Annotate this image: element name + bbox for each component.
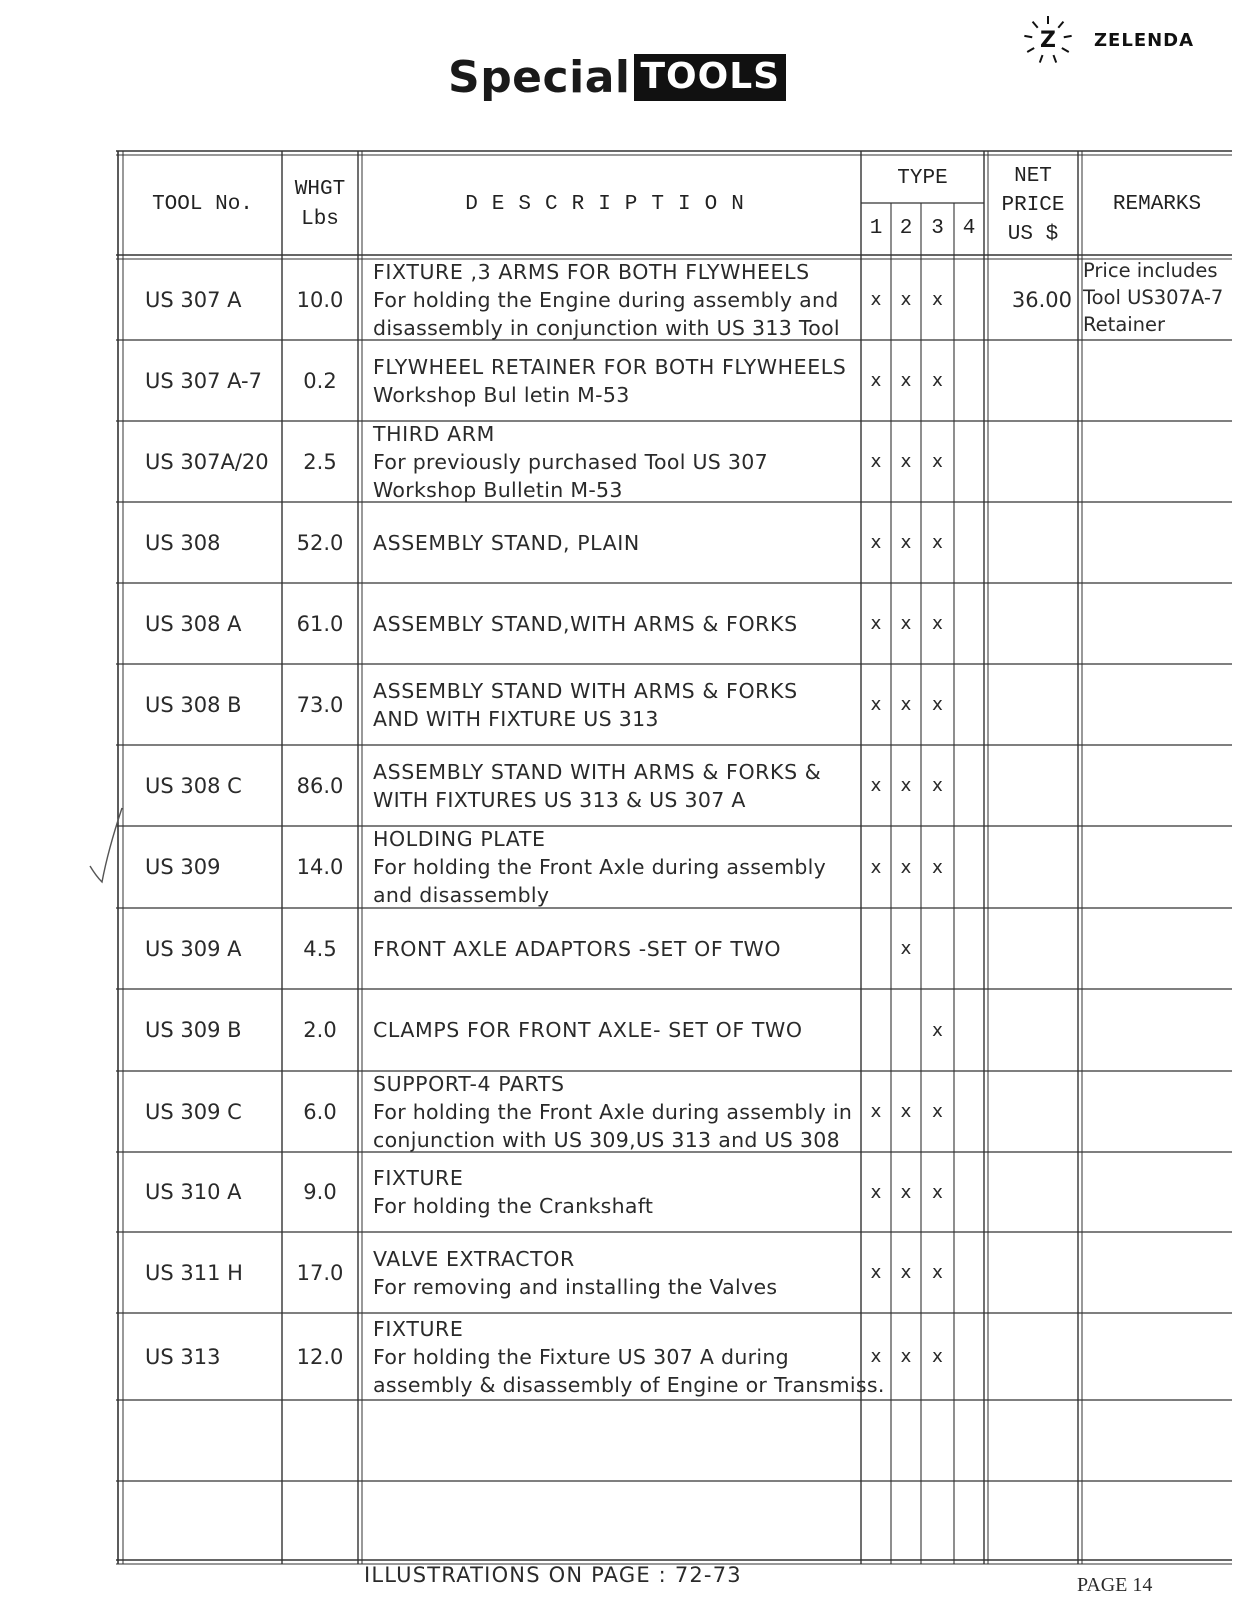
description-line-2: Workshop Bul letin M-53 [373,382,630,407]
weight-value: 4.5 [303,936,337,961]
type-2-mark: x [900,938,912,959]
type-3-mark: x [932,1181,943,1203]
type-1-mark: x [870,1101,882,1122]
tool-number: US 309 C [145,1099,242,1124]
description [373,1232,777,1313]
description-line-1: FIXTURE ,3 ARMS FOR BOTH FLYWHEELS [373,259,810,284]
description [373,908,781,989]
tool-number: US 307A/20 [145,449,269,474]
weight-value: 73.0 [296,692,344,717]
type-2-mark: x [900,370,912,391]
type-2-mark: x [900,1262,912,1283]
description-line-2: For holding the Front Axle during assembly [373,855,827,879]
weight-value: 0.2 [303,368,337,393]
type-1-mark: x [870,694,882,715]
weight-value: 86.0 [296,773,344,798]
type-1-mark: x [870,1262,882,1283]
remarks-line-2: Tool US307A-7 [1083,286,1224,309]
type-1-mark: x [870,532,882,553]
type-3-mark: x [932,613,943,634]
remarks [1083,257,1223,340]
tool-number: US 307 A-7 [145,368,262,393]
description-line-1: ASSEMBLY STAND, PLAIN [373,530,640,555]
description-line-3: and disassembly [373,883,550,907]
description [373,1071,852,1152]
sunburst-icon [1022,14,1074,66]
description-line-2: AND WITH FIXTURE US 313 [373,706,659,731]
net-price: 36.00 [1011,287,1072,312]
description-line-3: assembly & disassembly of Engine or Transmiss. [373,1372,885,1397]
handwritten-check-mark [86,800,126,890]
description-line-1: FLYWHEEL RETAINER FOR BOTH FLYWHEELS [373,354,847,379]
type-2-mark: x [900,1101,912,1122]
description [373,1313,885,1400]
description [373,989,803,1071]
col-header-remarks: REMARKS [1112,193,1202,216]
weight-value: 2.0 [303,1018,337,1042]
description [373,1152,653,1232]
type-2-mark: x [900,1346,912,1367]
weight-value: 6.0 [303,1099,337,1124]
type-3-mark: x [932,532,943,553]
description-line-1: FIXTURE [373,1316,464,1341]
type-3-mark: x [932,775,943,796]
description [373,421,768,502]
type-2-mark: x [900,694,912,715]
weight-value: 9.0 [303,1180,337,1204]
weight-value: 52.0 [296,530,344,555]
description-line-2: For previously purchased Tool US 307 [373,449,768,474]
type-3-mark: x [932,289,943,310]
type-2-mark: x [900,289,912,310]
col-header-weight [282,155,358,255]
description-line-1: ASSEMBLY STAND,WITH ARMS & FORKS [373,611,798,636]
description-line-1: FRONT AXLE ADAPTORS -SET OF TWO [373,936,782,961]
col-header-type-1: 1 [869,217,883,240]
remarks-line-1: Price includes [1083,259,1218,282]
description-line-3: disassembly in conjunction with US 313 Tool [373,315,840,340]
type-3-mark: x [932,1101,943,1122]
type-1-mark: x [870,1181,882,1203]
weight-value: 10.0 [296,287,344,312]
type-2-mark: x [900,775,912,796]
description [373,259,840,340]
description [373,583,798,664]
description-line-2: For holding the Crankshaft [373,1194,654,1218]
type-3-mark: x [932,856,943,878]
tool-number: US 308 A [145,611,242,636]
description-line-1: SUPPORT-4 PARTS [373,1071,565,1096]
description-line-1: HOLDING PLATE [373,827,546,851]
tool-number: US 309 [145,855,221,879]
tool-number: US 311 H [145,1260,243,1285]
description-line-2: For holding the Front Axle during assembly in [373,1099,853,1124]
description-line-1: VALVE EXTRACTOR [373,1246,575,1271]
description-line-1: FIXTURE [373,1166,464,1190]
type-1-mark: x [870,613,882,634]
tool-number: US 307 A [145,287,242,312]
col-header-type-4: 4 [962,217,976,240]
description [373,664,798,745]
type-2-mark: x [900,451,912,472]
description [373,502,640,583]
description-line-1: ASSEMBLY STAND WITH ARMS & FORKS & [373,759,822,784]
description-line-2: For holding the Fixture US 307 A during [373,1344,789,1369]
col-header-description: DESCRIPTION [465,193,758,216]
tool-number: US 313 [145,1344,221,1369]
type-3-mark: x [932,1019,943,1041]
weight-value: 2.5 [303,449,337,474]
type-2-mark: x [900,613,912,634]
type-3-mark: x [932,1262,943,1283]
description [373,340,846,421]
type-3-mark: x [932,1346,943,1367]
description-line-3: conjunction with US 309,US 313 and US 308 [373,1127,840,1152]
type-1-mark: x [870,289,882,310]
description-line-1: ASSEMBLY STAND WITH ARMS & FORKS [373,678,798,703]
type-2-mark: x [900,1181,912,1203]
col-header-price-line3: US $ [1007,222,1059,246]
description-line-2: WITH FIXTURES US 313 & US 307 A [373,787,746,812]
type-1-mark: x [870,451,882,472]
type-2-mark: x [900,532,912,553]
description [373,745,821,826]
type-2-mark: x [900,856,912,878]
description-line-2: For removing and installing the Valves [373,1274,778,1299]
page-title [448,52,786,103]
weight-value: 12.0 [296,1344,344,1369]
remarks-line-3: Retainer [1083,313,1166,336]
brand-name: ZELENDA [1094,29,1195,51]
description [373,826,826,908]
description-line-1: THIRD ARM [373,421,495,446]
title-tools-badge: TOOLS [634,54,786,101]
tool-number: US 309 A [145,936,242,961]
tool-number: US 308 [145,530,221,555]
tool-number: US 308 B [145,692,242,717]
tool-number: US 308 C [145,773,242,798]
col-header-type: TYPE [897,167,948,190]
col-header-price-line2: PRICE [1001,193,1065,217]
tool-number: US 309 B [145,1018,242,1042]
col-header-price-line1: NET [1014,164,1052,188]
type-1-mark: x [870,775,882,796]
page-number: PAGE 14 [1077,1574,1153,1596]
col-header-tool-no: TOOL No. [152,193,253,216]
type-1-mark: x [870,856,882,878]
col-header-weight-line1: WHGT [294,178,346,201]
type-1-mark: x [870,370,882,391]
col-header-weight-line2: Lbs [301,208,339,231]
title-special: Special [448,52,631,103]
illustrations-note: ILLUSTRATIONS ON PAGE : 72-73 [364,1563,742,1587]
tool-number: US 310 A [145,1180,242,1204]
col-header-type-2: 2 [899,217,913,240]
weight-value: 61.0 [296,611,344,636]
type-3-mark: x [932,694,943,715]
type-3-mark: x [932,451,943,472]
weight-value: 17.0 [296,1260,344,1285]
type-3-mark: x [932,370,943,391]
brand-letter: Z [1040,27,1056,53]
weight-value: 14.0 [296,855,344,879]
description-line-3: Workshop Bulletin M-53 [373,477,623,502]
type-1-mark: x [870,1346,882,1367]
description-line-2: For holding the Engine during assembly and [373,287,839,312]
brand-logo [1022,14,1194,66]
col-header-type-3: 3 [931,217,944,240]
col-header-net-price [988,155,1078,255]
description-line-1: CLAMPS FOR FRONT AXLE- SET OF TWO [373,1018,803,1042]
